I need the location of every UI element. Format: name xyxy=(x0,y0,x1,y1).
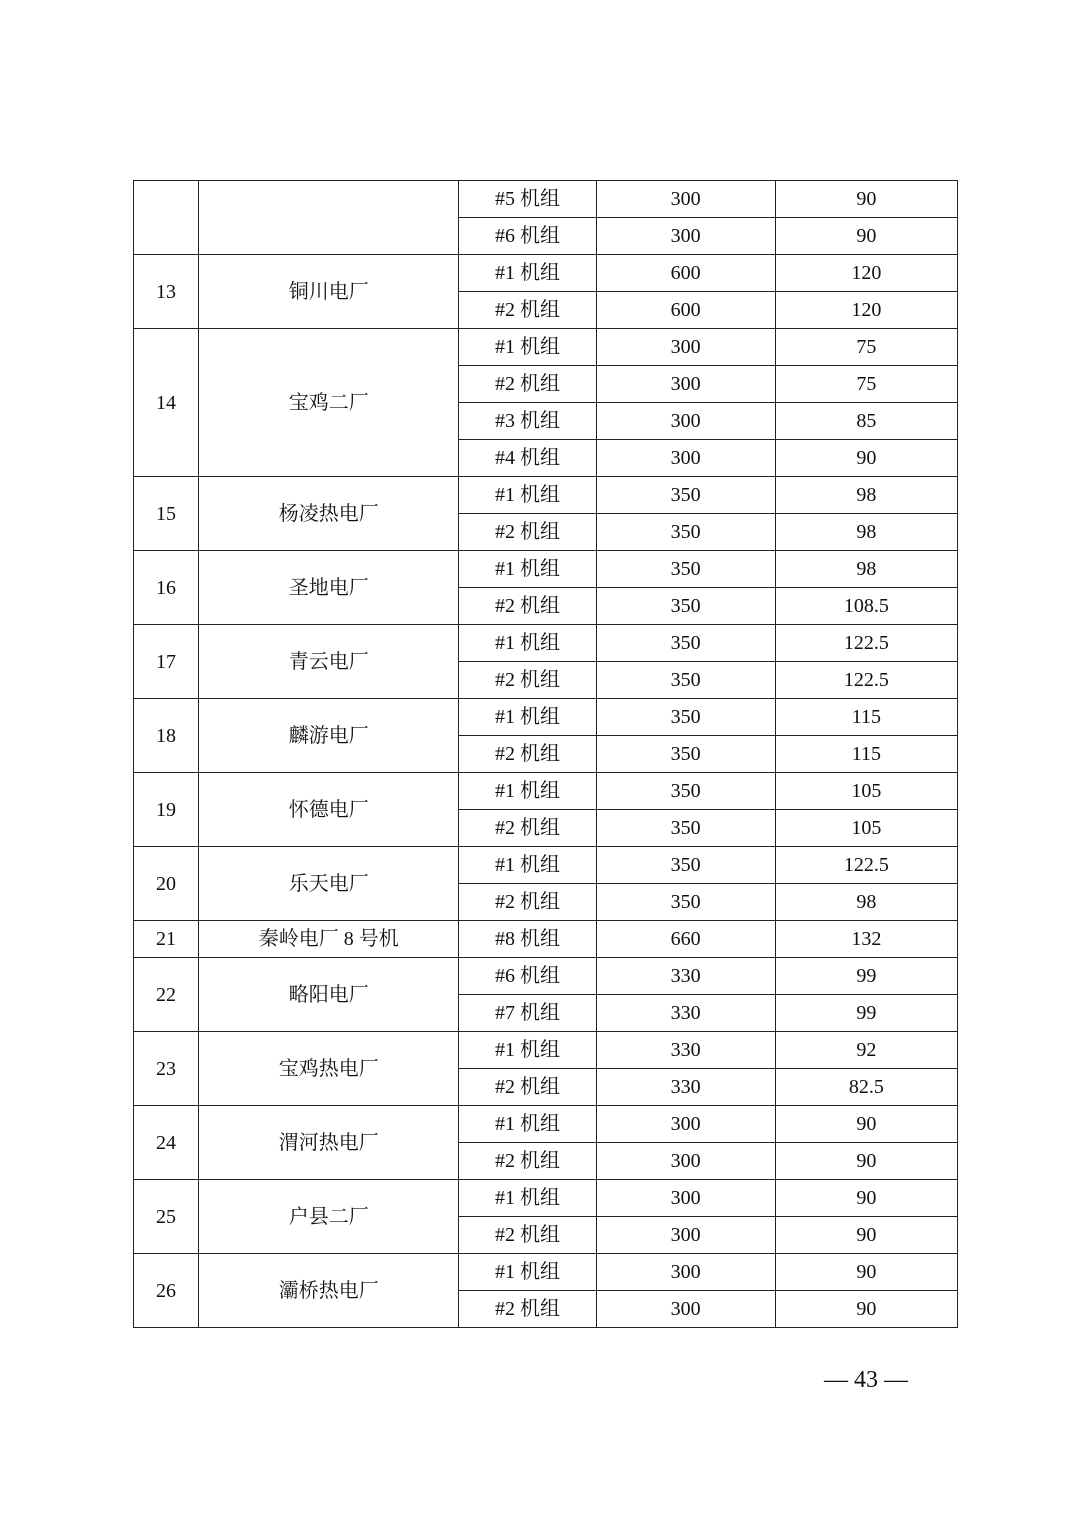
capacity-cell: 300 xyxy=(596,1106,775,1143)
unit-name-cell: #6 机组 xyxy=(459,958,596,995)
unit-name-cell: #2 机组 xyxy=(459,662,596,699)
table-row xyxy=(134,329,958,366)
value-cell: 85 xyxy=(775,403,957,440)
capacity-cell: 300 xyxy=(596,1254,775,1291)
table-row xyxy=(134,1106,958,1143)
table-row xyxy=(134,625,958,662)
plant-number-cell: 22 xyxy=(134,958,199,1032)
capacity-cell: 300 xyxy=(596,1217,775,1254)
table-row xyxy=(134,477,958,514)
value-cell: 108.5 xyxy=(775,588,957,625)
value-cell: 98 xyxy=(775,514,957,551)
value-cell: 75 xyxy=(775,366,957,403)
plant-name-cell: 略阳电厂 xyxy=(199,958,459,1032)
unit-name-cell: #8 机组 xyxy=(459,921,596,958)
value-cell: 75 xyxy=(775,329,957,366)
unit-name-cell: #1 机组 xyxy=(459,1032,596,1069)
table-row xyxy=(134,181,958,218)
value-cell: 120 xyxy=(775,255,957,292)
plant-number-cell: 13 xyxy=(134,255,199,329)
table-row xyxy=(134,699,958,736)
capacity-cell: 660 xyxy=(596,921,775,958)
value-cell: 105 xyxy=(775,773,957,810)
plant-name-cell: 怀德电厂 xyxy=(199,773,459,847)
unit-name-cell: #1 机组 xyxy=(459,1254,596,1291)
unit-name-cell: #1 机组 xyxy=(459,1180,596,1217)
unit-name-cell: #2 机组 xyxy=(459,514,596,551)
capacity-cell: 350 xyxy=(596,588,775,625)
value-cell: 92 xyxy=(775,1032,957,1069)
value-cell: 90 xyxy=(775,1217,957,1254)
unit-name-cell: #1 机组 xyxy=(459,329,596,366)
capacity-cell: 330 xyxy=(596,1069,775,1106)
capacity-cell: 300 xyxy=(596,181,775,218)
capacity-cell: 330 xyxy=(596,1032,775,1069)
plant-number-cell: 26 xyxy=(134,1254,199,1328)
value-cell: 105 xyxy=(775,810,957,847)
table-row xyxy=(134,1180,958,1217)
page-number: — 43 — xyxy=(824,1367,908,1393)
capacity-cell: 350 xyxy=(596,810,775,847)
plant-name-cell: 铜川电厂 xyxy=(199,255,459,329)
capacity-cell: 600 xyxy=(596,255,775,292)
table-row xyxy=(134,847,958,884)
value-cell: 90 xyxy=(775,218,957,255)
capacity-cell: 350 xyxy=(596,699,775,736)
plant-number-cell: 14 xyxy=(134,329,199,477)
plant-name-cell: 渭河热电厂 xyxy=(199,1106,459,1180)
unit-name-cell: #1 机组 xyxy=(459,477,596,514)
capacity-cell: 350 xyxy=(596,662,775,699)
unit-name-cell: #1 机组 xyxy=(459,255,596,292)
unit-name-cell: #1 机组 xyxy=(459,551,596,588)
plant-name-cell: 乐天电厂 xyxy=(199,847,459,921)
unit-name-cell: #2 机组 xyxy=(459,1291,596,1328)
unit-name-cell: #7 机组 xyxy=(459,995,596,1032)
plant-number-cell: 21 xyxy=(134,921,199,958)
plant-name-cell: 宝鸡热电厂 xyxy=(199,1032,459,1106)
plant-number-cell: 23 xyxy=(134,1032,199,1106)
capacity-cell: 350 xyxy=(596,477,775,514)
value-cell: 82.5 xyxy=(775,1069,957,1106)
value-cell: 98 xyxy=(775,551,957,588)
capacity-cell: 300 xyxy=(596,366,775,403)
value-cell: 98 xyxy=(775,884,957,921)
value-cell: 132 xyxy=(775,921,957,958)
value-cell: 98 xyxy=(775,477,957,514)
unit-name-cell: #2 机组 xyxy=(459,588,596,625)
value-cell: 115 xyxy=(775,699,957,736)
value-cell: 122.5 xyxy=(775,847,957,884)
capacity-cell: 350 xyxy=(596,551,775,588)
plant-name-cell: 户县二厂 xyxy=(199,1180,459,1254)
unit-name-cell: #2 机组 xyxy=(459,292,596,329)
table-body xyxy=(134,181,958,1328)
capacity-cell: 330 xyxy=(596,995,775,1032)
table-row xyxy=(134,1254,958,1291)
unit-name-cell: #4 机组 xyxy=(459,440,596,477)
unit-name-cell: #2 机组 xyxy=(459,884,596,921)
unit-name-cell: #6 机组 xyxy=(459,218,596,255)
capacity-cell: 300 xyxy=(596,403,775,440)
value-cell: 90 xyxy=(775,1180,957,1217)
capacity-cell: 300 xyxy=(596,329,775,366)
capacity-cell: 350 xyxy=(596,847,775,884)
unit-name-cell: #5 机组 xyxy=(459,181,596,218)
plant-number-cell xyxy=(134,181,199,255)
capacity-cell: 350 xyxy=(596,514,775,551)
capacity-cell: 330 xyxy=(596,958,775,995)
capacity-cell: 300 xyxy=(596,440,775,477)
table-row xyxy=(134,255,958,292)
unit-name-cell: #3 机组 xyxy=(459,403,596,440)
value-cell: 120 xyxy=(775,292,957,329)
value-cell: 90 xyxy=(775,1254,957,1291)
table-row xyxy=(134,551,958,588)
unit-name-cell: #2 机组 xyxy=(459,1143,596,1180)
value-cell: 122.5 xyxy=(775,625,957,662)
value-cell: 122.5 xyxy=(775,662,957,699)
plant-number-cell: 15 xyxy=(134,477,199,551)
plant-number-cell: 24 xyxy=(134,1106,199,1180)
plant-name-cell: 麟游电厂 xyxy=(199,699,459,773)
plant-number-cell: 19 xyxy=(134,773,199,847)
value-cell: 90 xyxy=(775,1291,957,1328)
plant-number-cell: 25 xyxy=(134,1180,199,1254)
table-row xyxy=(134,773,958,810)
plant-number-cell: 18 xyxy=(134,699,199,773)
unit-name-cell: #2 机组 xyxy=(459,1069,596,1106)
unit-name-cell: #1 机组 xyxy=(459,847,596,884)
capacity-cell: 300 xyxy=(596,218,775,255)
unit-name-cell: #1 机组 xyxy=(459,699,596,736)
unit-name-cell: #1 机组 xyxy=(459,625,596,662)
capacity-cell: 350 xyxy=(596,773,775,810)
capacity-cell: 300 xyxy=(596,1291,775,1328)
unit-name-cell: #1 机组 xyxy=(459,1106,596,1143)
plant-name-cell: 宝鸡二厂 xyxy=(199,329,459,477)
value-cell: 90 xyxy=(775,181,957,218)
value-cell: 115 xyxy=(775,736,957,773)
plant-name-cell: 杨凌热电厂 xyxy=(199,477,459,551)
capacity-cell: 300 xyxy=(596,1143,775,1180)
value-cell: 90 xyxy=(775,440,957,477)
capacity-cell: 350 xyxy=(596,625,775,662)
plant-name-cell: 圣地电厂 xyxy=(199,551,459,625)
value-cell: 90 xyxy=(775,1143,957,1180)
capacity-cell: 600 xyxy=(596,292,775,329)
plant-name-cell: 秦岭电厂 8 号机 xyxy=(199,921,459,958)
table-row xyxy=(134,1032,958,1069)
unit-name-cell: #1 机组 xyxy=(459,773,596,810)
table-row xyxy=(134,921,958,958)
unit-name-cell: #2 机组 xyxy=(459,366,596,403)
capacity-cell: 350 xyxy=(596,736,775,773)
plant-number-cell: 16 xyxy=(134,551,199,625)
plant-name-cell: 灞桥热电厂 xyxy=(199,1254,459,1328)
power-plant-table xyxy=(133,180,958,1328)
value-cell: 90 xyxy=(775,1106,957,1143)
value-cell: 99 xyxy=(775,995,957,1032)
capacity-cell: 300 xyxy=(596,1180,775,1217)
plant-number-cell: 17 xyxy=(134,625,199,699)
table-row xyxy=(134,958,958,995)
unit-name-cell: #2 机组 xyxy=(459,1217,596,1254)
capacity-cell: 350 xyxy=(596,884,775,921)
unit-name-cell: #2 机组 xyxy=(459,736,596,773)
plant-name-cell xyxy=(199,181,459,255)
unit-name-cell: #2 机组 xyxy=(459,810,596,847)
plant-name-cell: 青云电厂 xyxy=(199,625,459,699)
plant-number-cell: 20 xyxy=(134,847,199,921)
value-cell: 99 xyxy=(775,958,957,995)
